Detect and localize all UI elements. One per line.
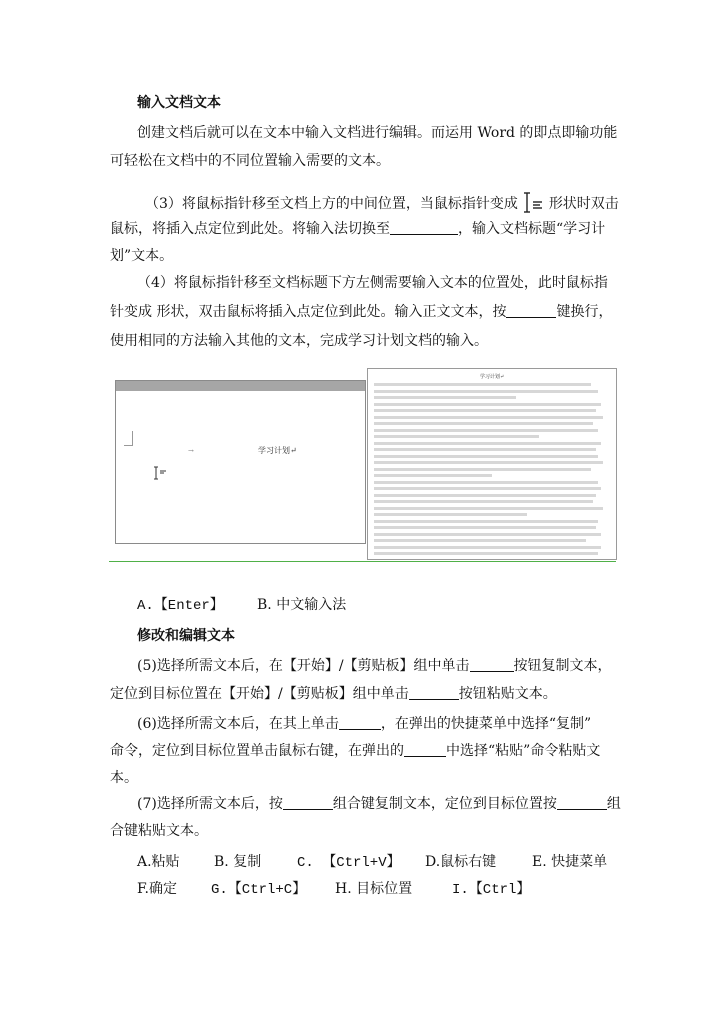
option-b-chinese-input: B. 中文输入法 [257,597,347,613]
document-title-text: 学习计划↵ [258,446,297,455]
text-line [374,429,598,432]
text-line [374,409,596,412]
section-heading-input-text: 输入文档文本 [137,95,221,111]
text-line [374,487,601,490]
option-h-target-position: H. 目标位置 [335,881,413,897]
text-line [374,533,601,536]
text-line [374,526,596,529]
text-line [374,481,598,484]
option-b-copy: B. 复制 [214,854,262,870]
option-i-ctrl: I.【Ctrl】 [452,882,531,898]
question-7-line-2: 合键粘贴文本。 [110,823,208,839]
answer-blank[interactable] [339,715,381,730]
question-5-line-1: (5)选择所需文本后，在【开始】/【剪贴板】组中单击 按钮复制文本， [137,658,612,674]
option-g-ctrl-c: G.【Ctrl+C】 [211,882,307,898]
ruler-bar [116,381,365,391]
option-c-ctrl-v: C. 【Ctrl+V】 [297,855,401,871]
text-line [374,403,601,406]
question-5-line-2: 定位到目标位置在【开始】/【剪贴板】组中单击 按钮粘贴文本。 [110,686,557,702]
text-line [374,513,527,516]
text-line [374,468,591,471]
text-line [374,494,596,497]
text-line [374,461,603,464]
question-6-line-2: 命令，定位到目标位置单击鼠标右键，在弹出的 中选择“粘贴”命令粘贴文 [110,743,601,759]
option-d-right-click: D.鼠标右键 [425,854,497,870]
text-line [374,435,539,438]
option-e-shortcut-menu: E. 快捷菜单 [532,854,608,870]
divider-line [109,561,616,562]
word-document-screenshot-right [367,368,617,560]
text-line [374,396,516,399]
document-title-text: 学习计划↵ [479,374,505,380]
text-line [374,416,603,419]
i-beam-cursor-icon [522,192,544,214]
answer-blank[interactable] [409,685,459,700]
text-line [374,422,593,425]
question-7-line-1: (7)选择所需文本后，按 组合键复制文本，定位到目标位置按 组 [137,796,621,812]
option-a-paste: A.粘贴 [137,854,180,870]
answer-blank[interactable] [470,657,514,672]
answer-blank[interactable] [283,795,333,810]
option-f-confirm: F.确定 [137,881,177,897]
margin-corner-mark [124,431,133,446]
answer-blank[interactable] [390,220,458,235]
text-line [374,539,586,542]
word-document-screenshot-left [115,380,366,544]
text-line [374,383,591,386]
option-a-enter: A.【Enter】 [137,598,224,614]
text-line [374,455,598,458]
text-line [374,507,603,510]
section-heading-edit-text: 修改和编辑文本 [137,628,235,644]
answer-blank[interactable] [404,742,446,757]
intro-line-1: 创建文档后就可以在文本中输入文档进行编辑。而运用 Word 的即点即输功能 [137,125,618,141]
text-line [374,448,596,451]
text-line [374,442,601,445]
intro-line-2: 可轻松在文档中的不同位置输入需要的文本。 [110,153,390,169]
answer-blank[interactable] [557,795,607,810]
question-3-line-3: 划”文本。 [110,248,174,264]
question-3-line-2: 鼠标，将插入点定位到此处。将输入法切换至 ，输入文档标题“学习计 [110,221,606,237]
question-4-line-1: （4）将鼠标指针移至文档标题下方左侧需要输入文本的位置处，此时鼠标指 [137,275,608,291]
tab-arrow-mark: → [188,447,194,455]
text-line [374,520,598,523]
question-4-line-3: 使用相同的方法输入其他的文本，完成学习计划文档的输入。 [110,333,488,349]
text-line [374,474,492,477]
question-6-line-3: 本。 [110,770,138,786]
click-and-type-cursor-icon [153,465,171,479]
text-line [374,390,598,393]
text-line [374,552,598,555]
question-3-line-1: （3）将鼠标指针移至文档上方的中间位置，当鼠标指针变成 形状时双击 [145,192,619,214]
text-line [374,500,593,503]
answer-blank[interactable] [506,303,556,318]
question-6-line-1: (6)选择所需文本后，在其上单击 ，在弹出的快捷菜单中选择“复制” [137,716,592,732]
question-4-line-2: 针变成 形状，双击鼠标将插入点定位到此处。输入正文文本，按 键换行， [110,304,613,320]
text-line [374,546,601,549]
